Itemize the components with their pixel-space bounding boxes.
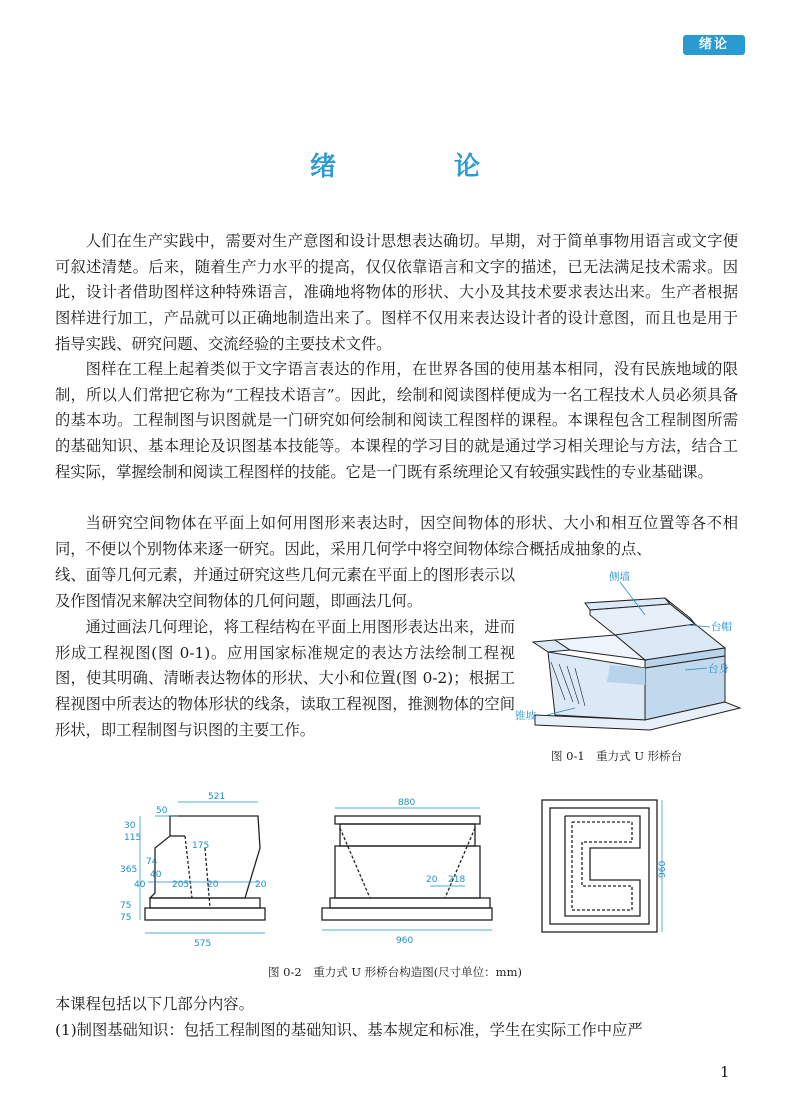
- paragraph-item-1: (1)制图基础知识：包括工程制图的基础知识、基本规定和标准，学生在实际工作中应严: [55, 1021, 643, 1039]
- figure2-caption: 图 0-2 重力式 U 形桥台构造图(尺寸单位：mm): [268, 965, 522, 979]
- chapter-tab: 绪论: [683, 35, 745, 55]
- paragraph-drawing-language: 图样在工程上起着类似于文字语言表达的作用，在世界各国的使用基本相同，没有民族地域的限制，所以人们常把它称为“工程技术语言”。因此，绘制和阅读图样便成为一名工程技术人员必须具备的基本功。工程制图与识图就是一门研究如何绘制和阅读工程图样的课程。本课程包含工程制图所需的基础知识、基本理论及识图基本技能等。本课程的学习目的就是通过学习相关理论与方法，结合工程实际，掌握绘制和阅读工程图样的技能。它是一门既有系统理论又有较强实践性的专业基础课。: [55, 360, 738, 481]
- dim-960-b: 960: [658, 860, 668, 878]
- paragraph-course-contents: 本课程包括以下几部分内容。: [55, 995, 254, 1013]
- dim-20-b: 20: [255, 880, 267, 890]
- page-title: 绪 论: [309, 152, 526, 182]
- dim-521: 521: [208, 792, 226, 802]
- dim-20-c: 20: [426, 875, 438, 885]
- dim-75-b: 75: [120, 913, 132, 923]
- label-body: 台身: [708, 663, 729, 675]
- figure1-caption: 图 0-1 重力式 U 形桥台: [551, 749, 683, 763]
- dim-218: 218: [448, 875, 466, 885]
- paragraph-intro: 人们在生产实践中，需要对生产意图和设计思想表达确切。早期，对于简单事物用语言或文字便可叙述清楚。后来，随着生产力水平的提高，仅仅依靠语言和文字的描述，已无法满足技术需求。因此，设计者借助图样这种特殊语言，准确地将物体的形状、大小及其技术要求表达出来。生产者根据图样进行加工，产品就可以正确地制造出来了。图样不仅用来表达设计者的设计意图，而且也是用于指导实践、研究问题、交流经验的主要技术文件。: [55, 232, 738, 353]
- label-cap: 台帽: [711, 621, 732, 633]
- paragraph-geometry: 线、面等几何元素，并通过研究这些几何元素在平面上的图形表示以及作图情况来解决空间物体的几何问题，即画法几何。: [55, 566, 515, 610]
- dim-20-a: 20: [207, 880, 219, 890]
- front-view: [322, 816, 492, 920]
- dim-960-a: 960: [396, 936, 414, 946]
- label-slope: 锥坡: [515, 710, 536, 722]
- figure-abutment-3d: [515, 570, 745, 745]
- side-view: [145, 816, 265, 920]
- dim-40-b: 40: [150, 870, 162, 880]
- dim-74: 74: [146, 857, 158, 867]
- dim-175: 175: [192, 841, 210, 851]
- dim-30: 30: [124, 821, 136, 831]
- dim-365: 365: [120, 865, 138, 875]
- dim-50: 50: [156, 806, 168, 816]
- figure-abutment-views: [110, 788, 690, 958]
- paragraph-spatial: 当研究空间物体在平面上如何用图形来表达时，因空间物体的形状、大小和相互位置等各不相同，不便以个别物体来逐一研究。因此，采用几何学中将空间物体综合概括成抽象的点、: [55, 514, 738, 558]
- paragraph-views: 通过画法几何理论，将工程结构在平面上用图形表达出来，进而形成工程视图(图 0-1)。应用国家标准规定的表达方法绘制工程视图，使其明确、清晰表达物体的形状、大小和位置(图 0-2)；根据工程视图中所表达的物体形状的线条，读取工程视图，推测物体的空间形状，即工程制图与识图的主要工作。: [55, 618, 515, 739]
- dim-40-a: 40: [134, 880, 146, 890]
- page-number: 1: [720, 1063, 730, 1081]
- dim-205: 205: [172, 880, 190, 890]
- dim-880: 880: [398, 798, 416, 808]
- label-side-wall: 侧墙: [609, 571, 630, 583]
- dim-115: 115: [124, 833, 142, 843]
- dim-75-a: 75: [120, 901, 132, 911]
- plan-view: [542, 800, 657, 932]
- dim-575: 575: [194, 939, 212, 949]
